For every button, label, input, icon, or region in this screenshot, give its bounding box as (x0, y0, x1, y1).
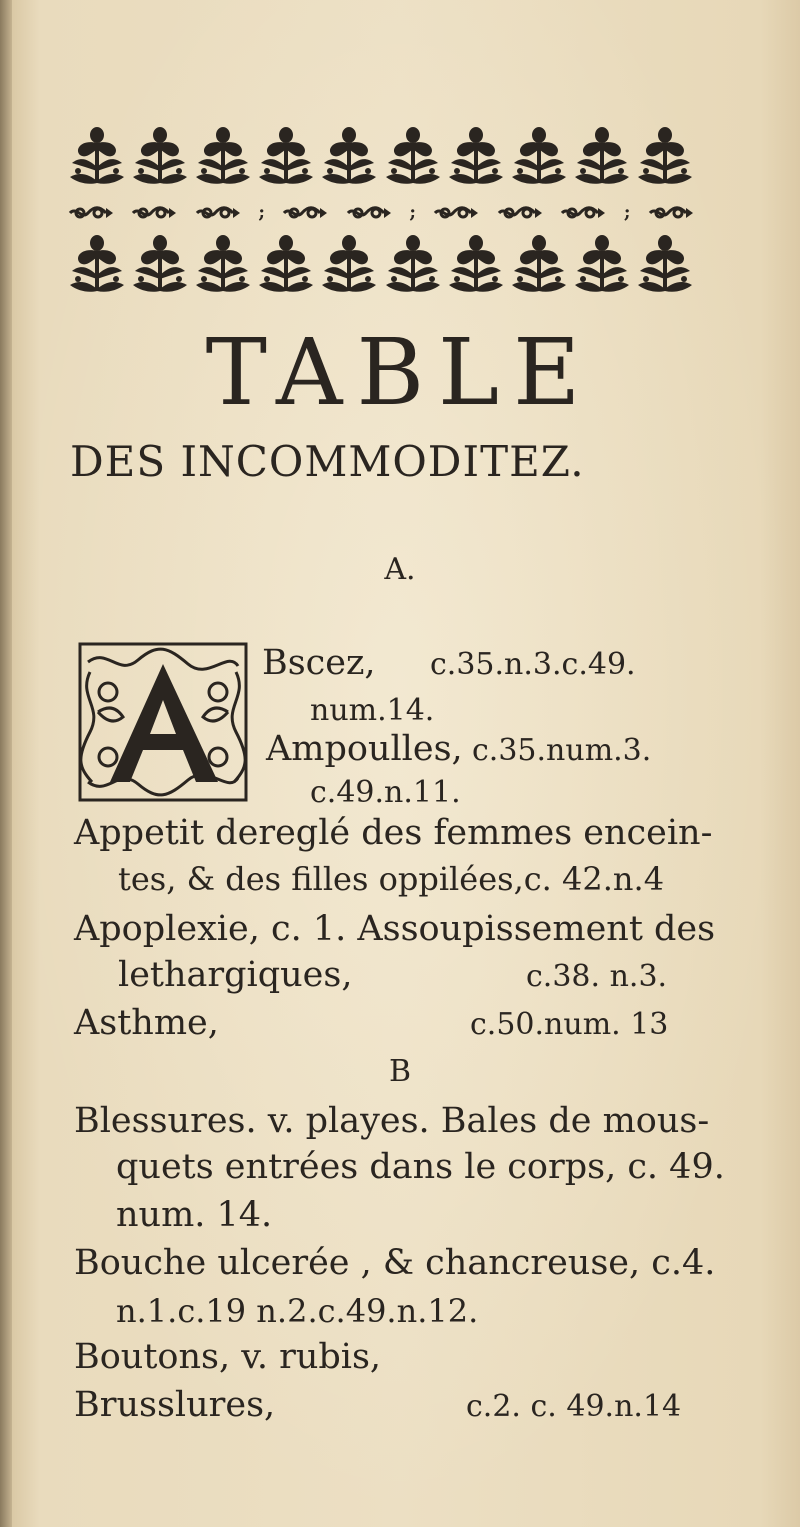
semicolon-ornament-icon: ; (258, 202, 266, 223)
entry-abscez: Bscez, (262, 643, 376, 683)
section-letter-a: A. (384, 552, 416, 587)
vine-ornament-icon (560, 204, 606, 222)
fleuron-icon (131, 233, 189, 295)
entry-bouche-line2: n.1.c.19 n.2.c.49.n.12. (116, 1292, 479, 1330)
entry-appetit-line1: Appetit dereglé des femmes encein- (74, 813, 713, 853)
fleuron-icon (636, 233, 694, 295)
vine-ornament-icon (68, 204, 114, 222)
entry-bouche-line1: Bouche ulcerée , & chancreuse, c.4. (74, 1243, 716, 1283)
entry-apoplexie-line1: Apoplexie, c. 1. Assoupissement des (74, 909, 716, 949)
entry-blessures-line3: num. 14. (116, 1195, 273, 1235)
entry-apoplexie-line2: lethargiques, (118, 955, 353, 995)
page-subtitle: DES INCOMMODITEZ. (70, 437, 585, 486)
section-letter-b: B (388, 1054, 412, 1089)
vine-ornament-icon (131, 204, 177, 222)
ornament-band-bottom (68, 232, 694, 296)
entry-blessures-line2: quets entrées dans le corps, c. 49. (116, 1147, 725, 1187)
fleuron-icon (384, 125, 442, 187)
fleuron-icon (573, 233, 631, 295)
entry-blessures-line1: Blessures. v. playes. Bales de mous- (74, 1101, 710, 1141)
fleuron-icon (320, 233, 378, 295)
entry-appetit-line2: tes, & des filles oppilées,c. 42.n.4 (118, 860, 665, 898)
fleuron-icon (573, 125, 631, 187)
fleuron-icon (68, 125, 126, 187)
vine-ornament-icon (433, 204, 479, 222)
page-title: TABLE (205, 319, 595, 426)
fleuron-icon (257, 233, 315, 295)
vine-ornament-icon (195, 204, 241, 222)
vine-ornament-icon (497, 204, 543, 222)
fleuron-icon (447, 125, 505, 187)
ornament-band-middle (68, 202, 694, 224)
entry-boutons: Boutons, v. rubis, (74, 1337, 382, 1377)
entry-asthme-ref: c.50.num. 13 (470, 1007, 669, 1042)
entry-asthme: Asthme, (74, 1003, 219, 1043)
entry-brusslures-ref: c.2. c. 49.n.14 (466, 1389, 682, 1424)
vine-ornament-icon (648, 204, 694, 222)
fleuron-icon (510, 125, 568, 187)
entry-abscez-cont: num.14. (310, 693, 435, 728)
entry-brusslures: Brusslures, (74, 1385, 276, 1425)
entry-abscez-ref: c.35.n.3.c.49. (430, 647, 636, 682)
fleuron-icon (510, 233, 568, 295)
fleuron-icon (636, 125, 694, 187)
vine-ornament-icon (346, 204, 392, 222)
page-gutter (0, 0, 12, 1527)
semicolon-ornament-icon: ; (409, 202, 417, 223)
vine-ornament-icon (282, 204, 328, 222)
fleuron-icon (68, 233, 126, 295)
ornament-band-top (68, 124, 694, 188)
drop-cap-a-icon (78, 642, 248, 802)
fleuron-icon (131, 125, 189, 187)
entry-ampoulles-ref: c.35.num.3. (472, 733, 652, 768)
entry-ampoulles: Ampoulles, (266, 729, 463, 769)
semicolon-ornament-icon: ; (623, 202, 631, 223)
fleuron-icon (194, 125, 252, 187)
fleuron-icon (447, 233, 505, 295)
fleuron-icon (257, 125, 315, 187)
entry-apoplexie-ref: c.38. n.3. (526, 959, 668, 994)
entry-ampoulles-cont: c.49.n.11. (310, 775, 461, 810)
fleuron-icon (384, 233, 442, 295)
fleuron-icon (320, 125, 378, 187)
fleuron-icon (194, 233, 252, 295)
